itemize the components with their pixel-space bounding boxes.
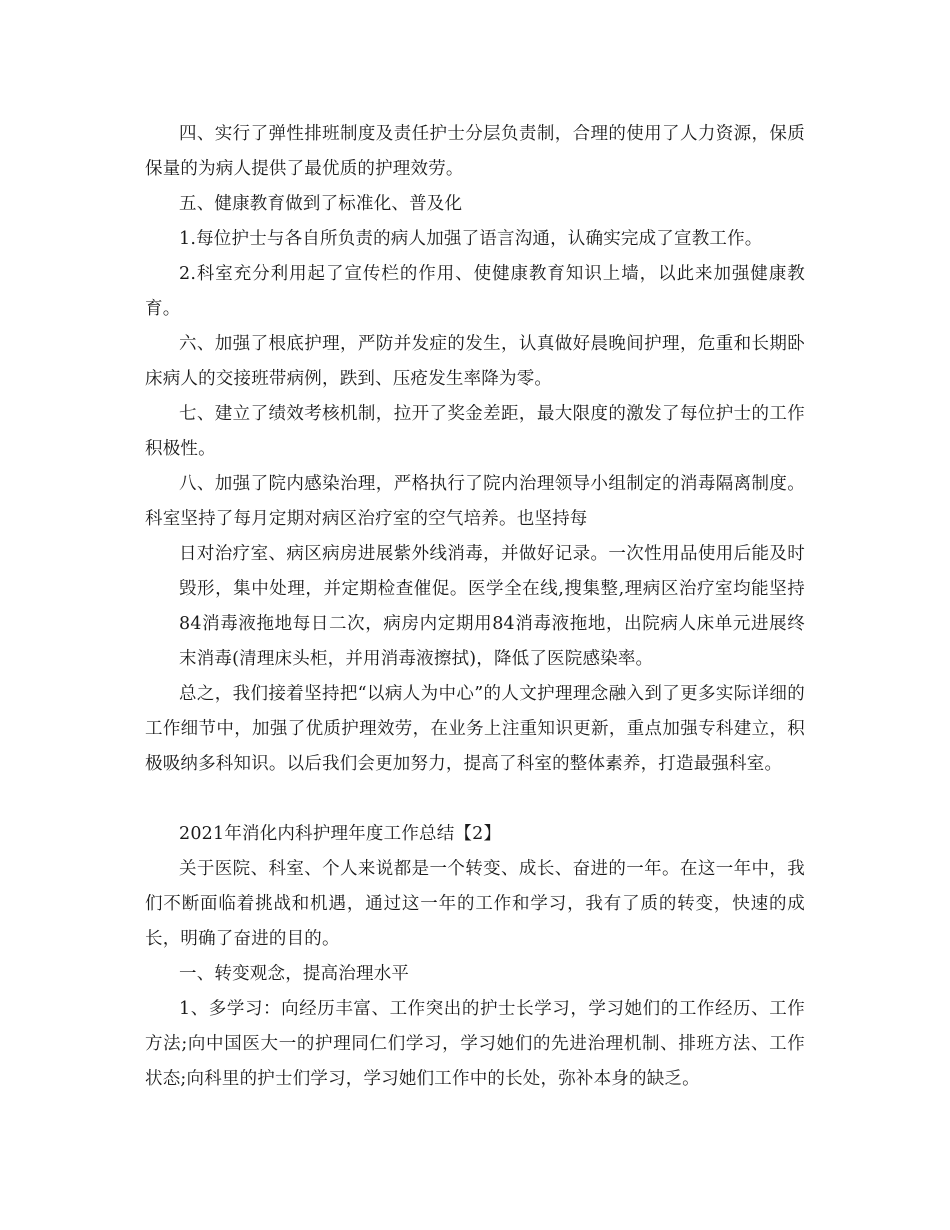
paragraph-section-8-continued: 日对治疗室、病区病房进展紫外线消毒，并做好记录。一次性用品使用后能及时毁形，集中处理，并定期检查催促。医学全在线,搜集整,理病区治疗室均能坚持84消毒液拖地每日二次，病房内定期用84消毒液拖地，出院病人床单元进展终末消毒(清理床头柜，并用消毒液擦拭)，降低了医院感染率。 [179,544,805,669]
paragraph-section-6: 六、加强了根底护理，严防并发症的发生，认真做好晨晚间护理，危重和长期卧床病人的交接班带病例，跌到、压疮发生率降为零。 [145,334,805,389]
paragraph-summary: 总之，我们接着坚持把“以病人为中心”的人文护理理念融入到了更多实际详细的工作细节中，加强了优质护理效劳，在业务上注重知识更新，重点加强专科建立，积极吸纳多科知识。以后我们会更加努力，提高了科室的整体素养，打造最强科室。 [145,684,805,774]
paragraph-item-2: 2.科室充分利用起了宣传栏的作用、使健康教育知识上墙，以此来加强健康教育。 [145,264,805,319]
paragraph-section-7: 七、建立了绩效考核机制，拉开了奖金差距，最大限度的激发了每位护士的工作积极性。 [145,404,805,459]
paragraph-section-4: 四、实行了弹性排班制度及责任护士分层负责制，合理的使用了人力资源，保质保量的为病人提供了最优质的护理效劳。 [145,124,805,179]
paragraph-section-5-heading: 五、健康教育做到了标准化、普及化 [179,194,463,214]
section-title-2: 2021年消化内科护理年度工作总结【2】 [179,824,502,844]
paragraph-section-8: 八、加强了院内感染治理，严格执行了院内治理领导小组制定的消毒隔离制度。科室坚持了每月定期对病区治疗室的空气培养。也坚持每 [145,474,805,529]
paragraph-part-1-heading: 一、转变观念，提高治理水平 [179,964,410,984]
paragraph-item-1: 1.每位护士与各自所负责的病人加强了语言沟通，认确实完成了宣教工作。 [179,229,763,249]
paragraph-intro: 关于医院、科室、个人来说都是一个转变、成长、奋进的一年。在这一年中，我们不断面临着挑战和机遇，通过这一年的工作和学习，我有了质的转变，快速的成长，明确了奋进的目的。 [145,859,805,949]
paragraph-learning: 1、多学习：向经历丰富、工作突出的护士长学习，学习她们的工作经历、工作方法;向中国医大一的护理同仁们学习，学习她们的先进治理机制、排班方法、工作状态;向科里的护士们学习，学习她们工作中的长处，弥补本身的缺乏。 [145,999,805,1089]
